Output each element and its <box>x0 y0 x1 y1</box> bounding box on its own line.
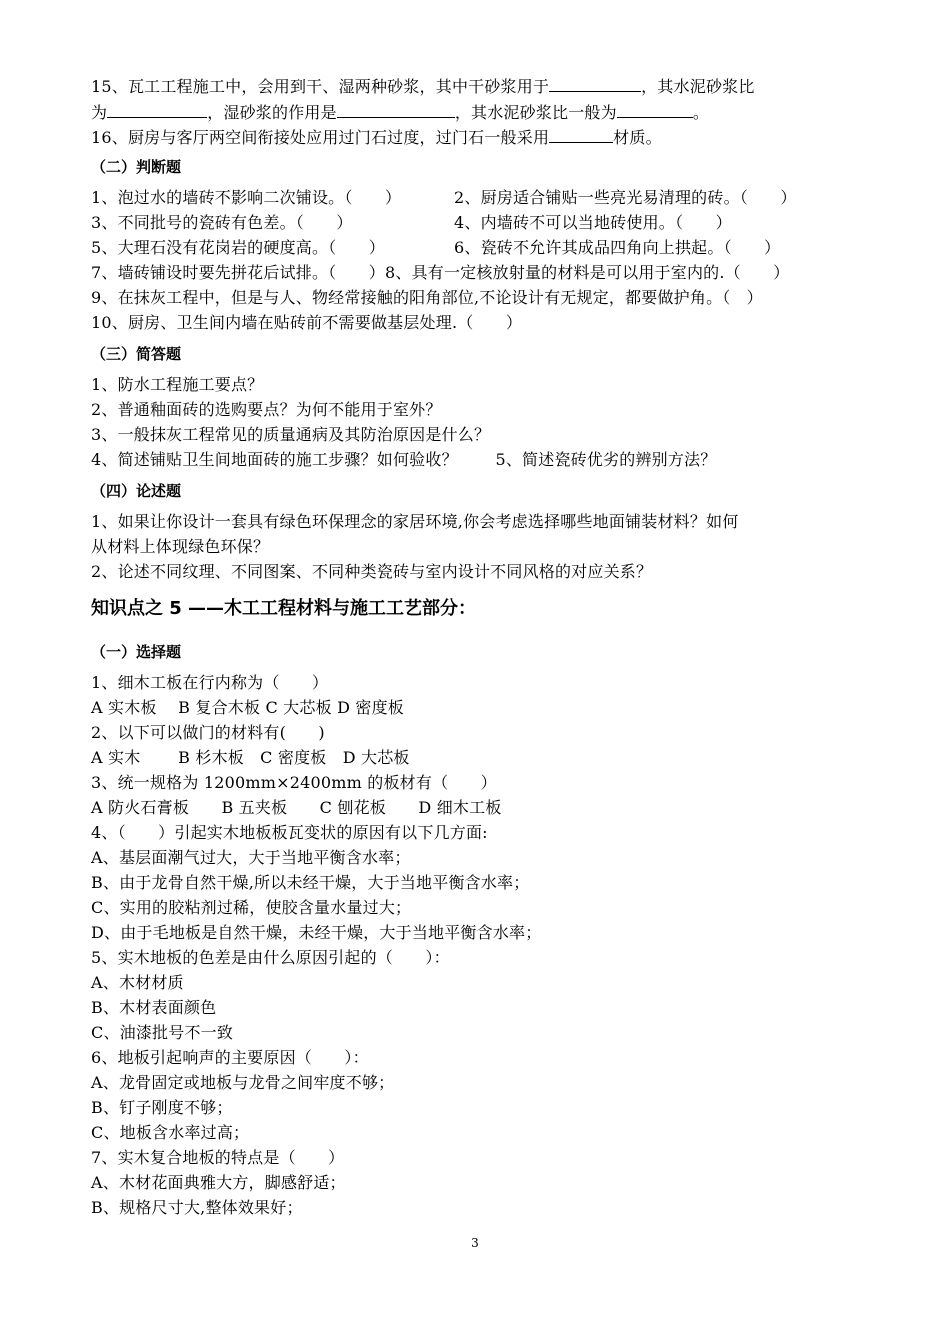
choice-line: 2、以下可以做门的材料有( ) <box>91 723 325 742</box>
choice-line: A、基层面潮气过大，大于当地平衡含水率； <box>91 848 411 867</box>
section-title-choice: （一）选择题 <box>91 643 182 661</box>
fill-q16-line <box>91 127 662 148</box>
choice-line: 4、（ ）引起实木地板板瓦变状的原因有以下几方面: <box>91 823 488 842</box>
choice-line: B、规格尺寸大,整体效果好； <box>91 1198 303 1217</box>
essay-item-2: 2、论述不同纹理、不同图案、不同种类瓷砖与室内设计不同风格的对应关系？ <box>91 562 653 581</box>
choice-line: 1、细木工板在行内称为（ ） <box>91 673 329 692</box>
short-item-1: 1、防水工程施工要点？ <box>91 375 264 394</box>
fill-q15-text-c: 为 <box>91 103 108 122</box>
fill-blank <box>337 102 455 118</box>
fill-blank <box>549 127 613 143</box>
fill-q15-text-d: ，湿砂浆的作用是 <box>207 103 337 122</box>
choice-line: A、木材花面典雅大方，脚感舒适； <box>91 1173 346 1192</box>
fill-q15-text-b: ，其水泥砂浆比 <box>641 77 755 96</box>
choice-line: 5、实木地板的色差是由什么原因引起的（ ）： <box>91 948 450 967</box>
choice-line: A 实木板 B 复合木板 C 大芯板 D 密度板 <box>91 698 404 717</box>
choice-line: B、木材表面颜色 <box>91 998 217 1017</box>
fill-q15-text-e: ，其水泥砂浆比一般为 <box>454 103 617 122</box>
choice-line: C、油漆批号不一致 <box>91 1023 234 1042</box>
tf-item-1: 1、泡过水的墙砖不影响二次铺设。（ ） <box>91 188 402 207</box>
short-item-3: 3、一般抹灰工程常见的质量通病及其防治原因是什么？ <box>91 425 491 444</box>
essay-item-1b: 从材料上体现绿色环保？ <box>91 537 270 556</box>
choice-line: 3、统一规格为 1200mm×2400mm 的板材有（ ） <box>91 773 497 792</box>
tf-item-5: 5、大理石没有花岗岩的硬度高。（ ） <box>91 238 385 257</box>
knowledge-point-5-title: 知识点之 5 ——木工工程材料与施工工艺部分： <box>91 598 477 619</box>
fill-blank <box>617 102 693 118</box>
fill-q15-line1 <box>91 76 755 97</box>
tf-item-6: 6、瓷砖不允许其成品四角向上拱起。（ ） <box>454 238 781 257</box>
fill-q15-line2 <box>91 102 709 123</box>
tf-item-10: 10、厨房、卫生间内墙在贴砖前不需要做基层处理.（ ） <box>91 313 523 332</box>
choice-line: A、木材材质 <box>91 973 184 992</box>
fill-q16-text-a: 16、厨房与客厅两空间衔接处应用过门石过度，过门石一般采用 <box>91 128 550 147</box>
choice-line: 6、地板引起响声的主要原因（ ）： <box>91 1048 369 1067</box>
essay-item-1a: 1、如果让你设计一套具有绿色环保理念的家居环境,你会考虑选择哪些地面铺装材料？如何 <box>91 512 739 531</box>
choice-line: B、钉子刚度不够； <box>91 1098 233 1117</box>
fill-q15-text-a: 15、瓦工工程施工中，会用到干、湿两种砂浆，其中干砂浆用于 <box>91 77 550 96</box>
tf-item-2: 2、厨房适合铺贴一些亮光易清理的砖。（ ） <box>454 188 797 207</box>
fill-blank <box>549 76 641 92</box>
choice-line: D、由于毛地板是自然干燥，未经干燥，大于当地平衡含水率； <box>91 923 542 942</box>
choice-line: C、地板含水率过高； <box>91 1123 250 1142</box>
tf-item-4: 4、内墙砖不可以当地砖使用。（ ） <box>454 213 732 232</box>
tf-item-3: 3、不同批号的瓷砖有色差。（ ） <box>91 213 353 232</box>
tf-item-7-8: 7、墙砖铺设时要先拼花后试排。（ ）8、具有一定核放射量的材料是可以用于室内的.（ ） <box>91 263 790 282</box>
page-number: 3 <box>471 1236 479 1250</box>
choice-line: A 防火石膏板 B 五夹板 C 刨花板 D 细木工板 <box>91 798 502 817</box>
choice-line: A、龙骨固定或地板与龙骨之间牢度不够； <box>91 1073 395 1092</box>
short-item-2: 2、普通釉面砖的选购要点？为何不能用于室外？ <box>91 400 442 419</box>
choice-line: A 实木 B 杉木板 C 密度板 D 大芯板 <box>91 748 410 767</box>
choice-line: C、实用的胶粘剂过稀，使胶含量水量过大； <box>91 898 412 917</box>
fill-blank <box>107 102 207 118</box>
fill-q15-text-f: 。 <box>692 103 710 122</box>
tf-item-9: 9、在抹灰工程中，但是与人、物经常接触的阳角部位,不论设计有无规定，都要做护角。（ ） <box>91 288 763 307</box>
short-item-4-5: 4、简述铺贴卫生间地面砖的施工步骤？如何验收？ 5、简述瓷砖优劣的辨别方法？ <box>91 450 717 469</box>
fill-q16-text-b: 材质。 <box>613 128 662 147</box>
choice-line: 7、实木复合地板的特点是（ ） <box>91 1148 345 1167</box>
section-title-true-false: （二）判断题 <box>91 158 182 176</box>
section-title-essay: （四）论述题 <box>91 482 182 500</box>
section-title-short-answer: （三）简答题 <box>91 345 182 363</box>
choice-line: B、由于龙骨自然干燥,所以未经干燥，大于当地平衡含水率； <box>91 873 530 892</box>
